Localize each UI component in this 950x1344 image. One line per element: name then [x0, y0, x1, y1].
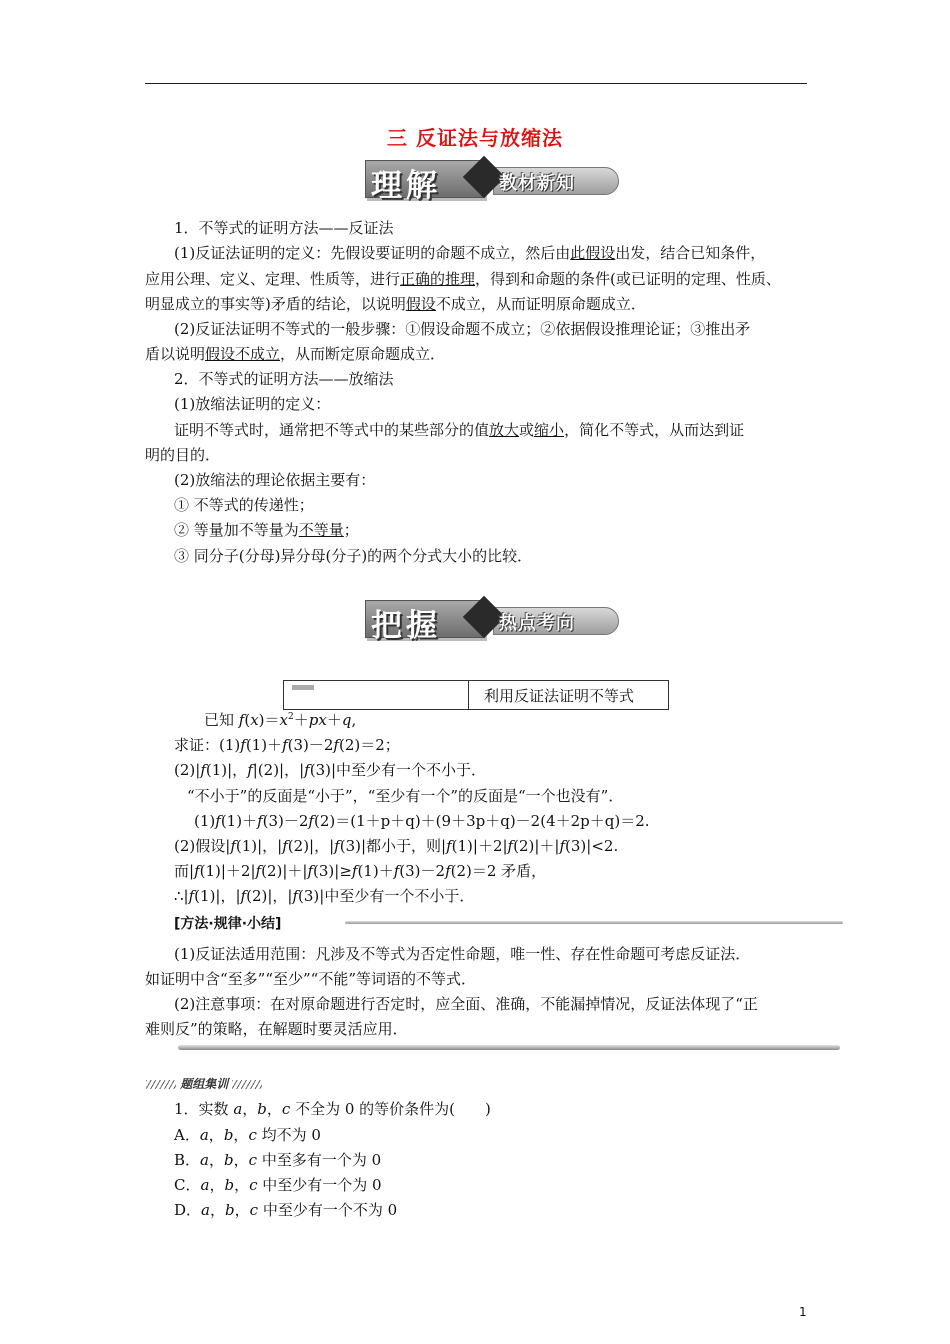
option-d[interactable]: D．a，b，c 中至少有一个不为 0 — [174, 1201, 398, 1219]
group-heading: 题组集训 — [146, 1075, 262, 1092]
example-label-box — [283, 680, 669, 710]
option-c[interactable]: C．a，b，c 中至少有一个为 0 — [174, 1176, 382, 1194]
prove-line: 求证：(1)f(1)＋f(3)－2f(2)＝2； — [174, 736, 400, 754]
method-paragraph: (2)注意事项：在对原命题进行否定时，应全面、准确，不能漏掉情况，反证法体现了“正 — [174, 995, 758, 1013]
banner-grasp — [365, 596, 625, 644]
solution-line: (2)假设|f(1)|，|f(2)|，|f(3)|都小于，则|f(1)|＋2|f(2)|＋|f(3)|<2. — [174, 837, 619, 855]
section1-heading: 1．不等式的证明方法——反证法 — [174, 219, 394, 237]
header-rule — [145, 83, 807, 84]
banner-big-text: 把握 — [371, 608, 441, 644]
banner-big-text: 理解 — [371, 168, 441, 204]
prove-line: (2)|f(1)|，f|(2)|，|f(3)|中至少有一个不小于． — [174, 761, 487, 779]
paragraph: (2)反证法证明不等式的一般步骤：①假设命题不成立；②依据假设推理论证；③推出矛 — [174, 320, 751, 338]
banner-understand — [365, 156, 625, 204]
paragraph: 明显成立的事实等)矛盾的结论，以说明假设不成立，从而证明原命题成立． — [145, 295, 646, 313]
solution-line: (1)f(1)＋f(3)－2f(2)＝(1＋p＋q)＋(9＋3p＋q)－2(4＋2p＋q)＝2. — [194, 812, 650, 830]
question-stem: 1．实数 a，b，c 不全为 0 的等价条件为( ) — [174, 1100, 491, 1118]
section2-heading: 2．不等式的证明方法——放缩法 — [174, 370, 394, 388]
list-item: ③ 同分子(分母)异分母(分子)的两个分式大小的比较． — [174, 547, 533, 565]
banner-small-text: 热点考向 — [499, 613, 575, 634]
method-rule — [345, 921, 843, 924]
option-b[interactable]: B．a，b，c 中至多有一个为 0 — [174, 1151, 382, 1169]
page-number: 1 — [799, 1305, 807, 1319]
solution-line: 而|f(1)|＋2|f(2)|＋|f(3)|≥f(1)＋f(3)－2f(2)＝2 矛盾， — [174, 862, 547, 880]
hint-line: “不小于”的反面是“小于”，“至少有一个”的反面是“一个也没有”． — [187, 787, 624, 805]
method-heading: [方法·规律·小结] — [174, 916, 282, 932]
method-bottom-rule — [178, 1045, 840, 1050]
page-title: 三 反证法与放缩法 — [387, 126, 563, 150]
method-paragraph: (1)反证法适用范围：凡涉及不等式为否定性命题，唯一性、存在性命题可考虑反证法． — [174, 945, 751, 963]
paragraph: 证明不等式时，通常把不等式中的某些部分的值放大或缩小，简化不等式，从而达到证 — [174, 421, 745, 439]
option-a[interactable]: A．a，b，c 均不为 0 — [174, 1126, 321, 1144]
list-item: ② 等量加不等量为不等量； — [174, 521, 359, 539]
method-paragraph: 难则反”的策略，在解题时要灵活应用． — [145, 1020, 408, 1038]
solution-line: ∴|f(1)|，|f(2)|，|f(3)|中至少有一个不小于． — [174, 887, 475, 905]
paragraph: 应用公理、定义、定理、性质等，进行正确的推理，得到和命题的条件(或已证明的定理、性质、 — [145, 270, 781, 288]
paragraph: 盾以说明假设不成立，从而断定原命题成立． — [145, 345, 446, 363]
method-paragraph: 如证明中含“至多”“至少”“不能”等词语的不等式． — [145, 970, 477, 988]
example-label: 利用反证法证明不等式 — [484, 687, 635, 705]
banner-small-text: 教材新知 — [499, 173, 575, 194]
paragraph: (1)反证法证明的定义：先假设要证明的命题不成立，然后由此假设出发，结合已知条件， — [174, 244, 766, 262]
paragraph: (2)放缩法的理论依据主要有： — [174, 471, 376, 489]
paragraph: (1)放缩法证明的定义： — [174, 395, 331, 413]
paragraph: 明的目的． — [145, 446, 221, 464]
given-line: 已知 $f(x)=x^2+px+q$, — [204, 711, 357, 729]
list-item: ① 不等式的传递性； — [174, 496, 314, 514]
